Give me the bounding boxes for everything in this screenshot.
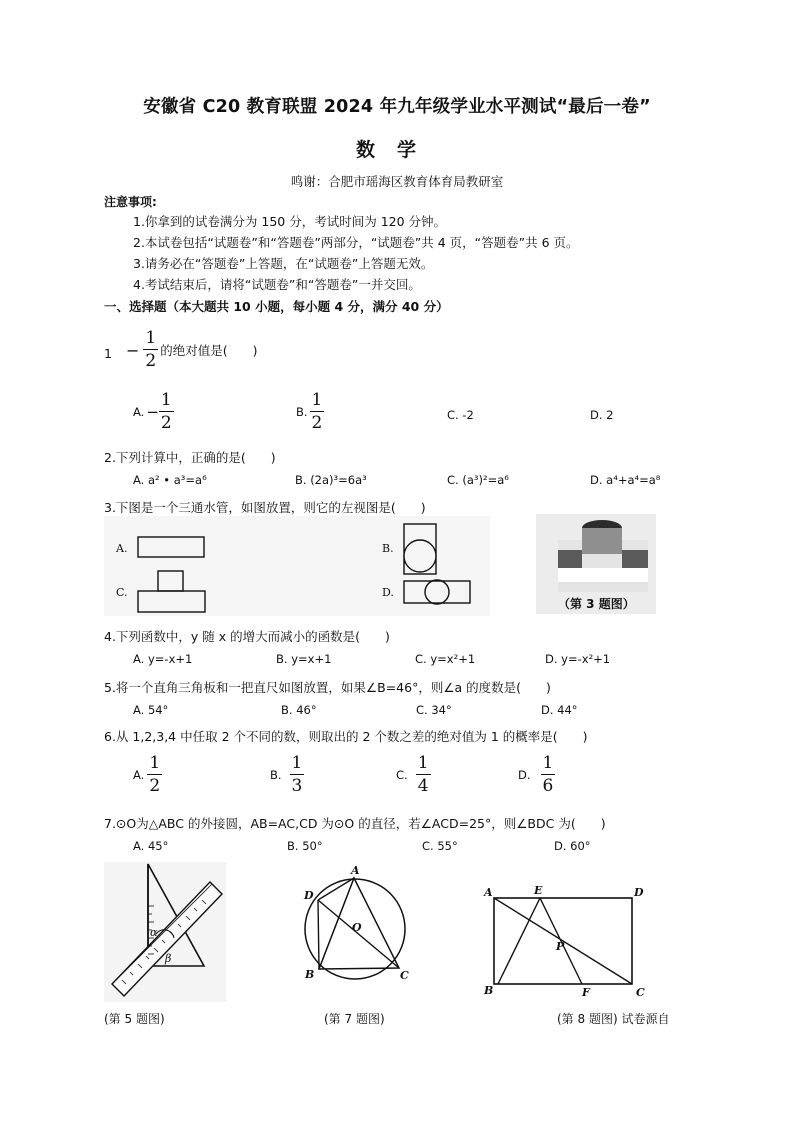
fig5-figure: [104, 862, 226, 1002]
fig7-label-a: A: [351, 864, 360, 877]
q6-option-c[interactable]: [396, 755, 431, 795]
q3-label-a: A.: [116, 542, 128, 555]
section-heading: 一、选择题（本大题共 10 小题，每小题 4 分，满分 40 分）: [104, 299, 449, 314]
fig7-caption: (第 7 题图): [324, 1012, 385, 1026]
fig7-label-c: C: [400, 969, 409, 982]
exam-title: 安徽省 C20 教育联盟 2024 年九年级学业水平测试“最后一卷”: [143, 97, 651, 117]
q1-number: 1: [104, 346, 112, 361]
fraction-numerator: 1: [417, 753, 429, 773]
q5-option-a[interactable]: A. 54°: [133, 703, 169, 717]
fig8-caption: (第 8 题图) 试卷源自: [557, 1012, 670, 1026]
q4-option-d[interactable]: D. y=-x²+1: [545, 652, 611, 666]
fig7-label-o: O: [352, 921, 362, 934]
q7-text: 7.⊙O为△ABC 的外接圆，AB=AC,CD 为⊙O 的直径，若∠ACD=25°，则∠BDC 为( ): [104, 816, 606, 831]
notice-item: 1.你拿到的试卷满分为 150 分，考试时间为 120 分钟。: [133, 214, 447, 229]
q3-label-c: C.: [116, 586, 128, 599]
fig5-label-alpha: α: [150, 926, 158, 939]
fraction-numerator: 1: [145, 328, 157, 348]
q1-stem: [126, 330, 258, 370]
option-label: A.: [133, 768, 145, 782]
q4-option-b[interactable]: B. y=x+1: [276, 652, 332, 666]
q1-option-d[interactable]: D. 2: [590, 408, 614, 422]
fraction-denominator: 2: [145, 351, 157, 371]
q4-option-c[interactable]: C. y=x²+1: [415, 652, 476, 666]
q2-option-d[interactable]: D. a⁴+a⁴=a⁸: [590, 473, 661, 487]
fig7-label-b: B: [305, 968, 315, 981]
option-label: A.: [133, 405, 145, 419]
fig8-label-b: B: [484, 984, 494, 997]
fraction: [310, 392, 325, 432]
fraction-denominator: 2: [160, 413, 172, 433]
notice-item: 4.考试结束后，请将“试题卷”和“答题卷”一并交回。: [133, 277, 421, 292]
fraction-numerator: 1: [149, 753, 161, 773]
fraction-denominator: 2: [149, 776, 161, 796]
subject-title: 数学: [355, 139, 438, 161]
q3-options-figure: [104, 516, 490, 616]
q2-option-c[interactable]: C. (a³)²=a⁶: [447, 473, 509, 487]
q3-label-d: D.: [382, 586, 394, 599]
fig8-label-p: P: [556, 940, 565, 953]
q3-label-b: B.: [382, 542, 394, 555]
q7-option-a[interactable]: A. 45°: [133, 839, 169, 853]
fig8-label-c: C: [636, 986, 645, 999]
notice-item: 3.请务必在“答题卷”上答题，在“试题卷”上答题无效。: [133, 256, 434, 271]
fraction: [290, 755, 305, 795]
q5-option-d[interactable]: D. 44°: [541, 703, 578, 717]
fraction-numerator: 1: [291, 753, 303, 773]
q7-option-b[interactable]: B. 50°: [287, 839, 323, 853]
q7-option-d[interactable]: D. 60°: [554, 839, 591, 853]
fig7-figure: [296, 862, 422, 988]
q1-option-b[interactable]: [296, 392, 324, 432]
q3-caption: （第 3 题图）: [558, 597, 635, 611]
fraction-numerator: 1: [542, 753, 554, 773]
fraction-denominator: 2: [311, 413, 323, 433]
acknowledgement: 鸣谢：合肥市瑶海区教育体育局教研室: [290, 174, 504, 189]
fig8-figure: [478, 882, 658, 1000]
option-label: B.: [296, 405, 308, 419]
q5-option-c[interactable]: C. 34°: [416, 703, 452, 717]
fraction: [143, 330, 158, 370]
q7-option-c[interactable]: C. 55°: [422, 839, 458, 853]
fraction: [159, 392, 174, 432]
fraction: [541, 755, 556, 795]
q5-text: 5.将一个直角三角板和一把直尺如图放置，如果∠B=46°，则∠a 的度数是( ): [104, 680, 551, 695]
fraction-numerator: 1: [311, 390, 323, 410]
fraction-denominator: 3: [291, 776, 303, 796]
q2-text: 2.下列计算中，正确的是( ): [104, 450, 276, 465]
fig7-label-d: D: [304, 889, 314, 902]
notice-item: 2.本试卷包括“试题卷”和“答题卷”两部分，“试题卷”共 4 页，“答题卷”共 6 页。: [133, 235, 579, 250]
fig8-label-d: D: [634, 886, 644, 899]
q1-option-a[interactable]: [133, 392, 174, 432]
q3-text: 3.下图是一个三通水管，如图放置，则它的左视图是( ): [104, 500, 426, 515]
fraction-numerator: 1: [160, 390, 172, 410]
q4-text: 4.下列函数中，y 随 x 的增大而减小的函数是( ): [104, 629, 390, 644]
minus-sign: −: [126, 340, 140, 360]
q1-option-c[interactable]: C. -2: [447, 408, 474, 422]
option-label: B.: [270, 768, 282, 782]
q6-text: 6.从 1,2,3,4 中任取 2 个不同的数，则取出的 2 个数之差的绝对值为 1 的概率是( ): [104, 729, 588, 744]
fraction: [416, 755, 431, 795]
minus-sign: −: [146, 403, 159, 421]
option-label: C.: [396, 768, 408, 782]
q2-option-b[interactable]: B. (2a)³=6a³: [295, 473, 367, 487]
q4-option-a[interactable]: A. y=-x+1: [133, 652, 193, 666]
q6-option-d[interactable]: [518, 755, 555, 795]
fig8-label-a: A: [484, 886, 493, 899]
fig5-caption: (第 5 题图): [104, 1012, 165, 1026]
q2-option-a[interactable]: A. a² • a³=a⁶: [133, 473, 207, 487]
q1-text: 的绝对值是( ): [160, 343, 258, 358]
fraction-denominator: 6: [542, 776, 554, 796]
q6-option-b[interactable]: [270, 755, 304, 795]
q5-option-b[interactable]: B. 46°: [281, 703, 317, 717]
fig8-label-f: F: [582, 986, 590, 999]
fig5-label-beta: β: [165, 952, 172, 965]
q6-option-a[interactable]: [133, 755, 162, 795]
notice-heading: 注意事项:: [104, 195, 157, 209]
option-label: D.: [518, 768, 531, 782]
fig8-label-e: E: [534, 884, 543, 897]
fraction: [147, 755, 162, 795]
fraction-denominator: 4: [417, 776, 429, 796]
